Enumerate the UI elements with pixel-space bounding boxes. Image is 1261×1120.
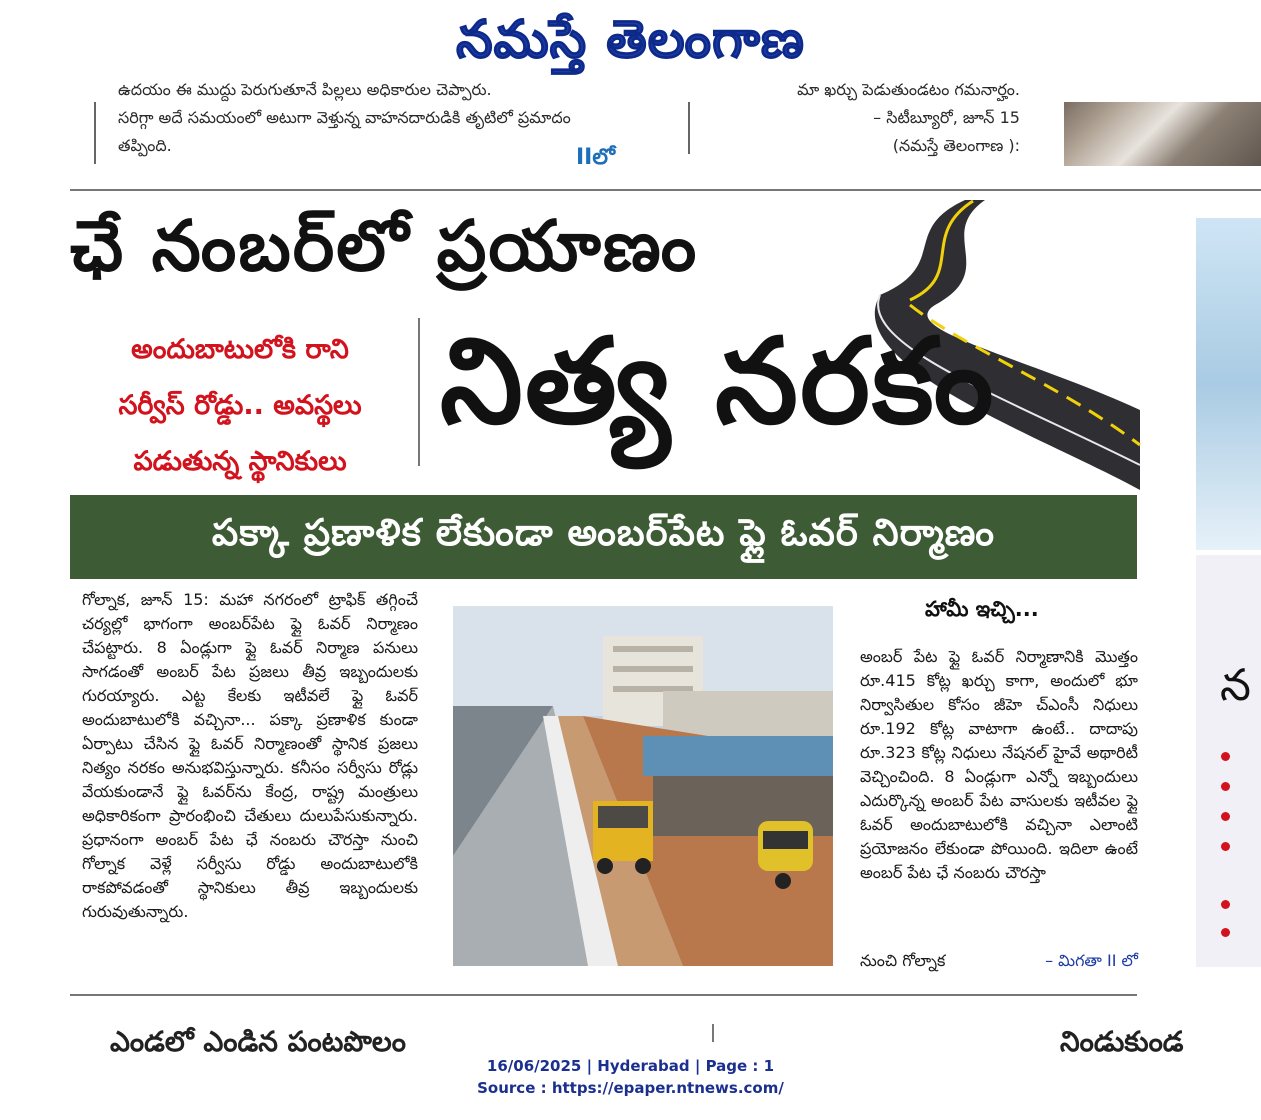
bullet-icon xyxy=(1221,900,1230,909)
dateline: – సిటీబ్యూరో, జూన్ 15 xyxy=(873,108,1020,127)
article-column-2-end xyxy=(860,949,1138,973)
section-subhead: హామీ ఇచ్చి... xyxy=(925,597,1039,621)
deck-line: సర్వీస్ రోడ్డు.. అవస్థలు xyxy=(118,390,362,421)
newspaper-title: నమస్తే తెలంగాణ xyxy=(456,9,805,70)
continued-link[interactable]: – మిగతా II లో xyxy=(1045,951,1138,970)
previous-story-line: ఉదయం ఈ ముద్దు పెరుగుతూనే పిల్లలు అధికారుల చెప్పారు. xyxy=(118,80,492,99)
bullet-icon xyxy=(1221,842,1230,851)
subheadline-banner xyxy=(70,495,1137,579)
previous-story-line: సరిగ్గా అదే సమయంలో అటుగా వెళ్తున్న వాహనదారుడికి తృటిలో ప్రమాదం xyxy=(118,108,571,127)
column-divider xyxy=(712,1024,714,1042)
bullet-icon xyxy=(1221,782,1230,791)
section-divider xyxy=(70,994,1137,996)
continued-marker: IIలో xyxy=(576,145,616,170)
previous-story-photo xyxy=(1064,102,1261,166)
section-divider xyxy=(70,189,1261,191)
next-story-headline-right: నిండుకుండ xyxy=(1060,1025,1184,1058)
ad-text: న xyxy=(1220,660,1251,711)
column-divider xyxy=(688,102,690,154)
bullet-icon xyxy=(1221,928,1230,937)
deck-line: పడుతున్న స్థానికులు xyxy=(133,446,347,477)
banner-text: పక్కా ప్రణాళిక లేకుండా అంబర్‌పేట ఫ్లై ఓవర్ నిర్మాణం xyxy=(211,511,996,554)
edition-info: 16/06/2025 | Hyderabad | Page : 1 xyxy=(486,1057,775,1075)
previous-story-line: మా ఖర్చు పెడుతుండటం గమనార్హం. xyxy=(797,80,1020,99)
article-column-1: గోల్నాక, జూన్ 15: మహా నగరంలో ట్రాఫిక్ తగ్గించే చర్యల్లో భాగంగా అంబర్‌పేట ఫ్లై ఓవర్ నిర్మాణం చేపట్టారు. 8 ఏండ్లుగా ఫ్లై ఓవర్ నిర్మాణ పనులు సాగడంతో అంబర్ పేట ప్రజలు తీవ్ర ఇబ్బందులకు గురయ్యారు. ఎట్ట కేలకు ఇటీవలే ఫ్లై ఓవర్ అందుబాటులోకి వచ్చినా... పక్కా ప్రణాళిక కుండా ఏర్పాటు చేసిన ఫ్లై ఓవర్ నిర్మాణంతో స్థానిక ప్రజలు నిత్యం నరకం అనుభవిస్తున్నారు. కనీసం సర్వీసు రోడ్లు వేయకుండానే ఫ్లై ఓవర్‌ను కేంద్ర, రాష్ట్ర మంత్రులు అధికారికంగా ప్రారంభించి చేతులు దులుపేసుకున్నారు. ప్రధానంగా అంబర్ పేట ఛే నంబరు చౌరస్తా నుంచి గోల్నాక వెళ్లే సర్వీసు రోడ్డు అందుబాటులోకి రాకపోవడంతో స్థానికులు తీవ్ర ఇబ్బందులకు గురువుతున్నారు. xyxy=(82,590,418,921)
source-link[interactable]: Source : https://epaper.ntnews.com/ xyxy=(477,1079,784,1097)
credit-line: (నమస్తే తెలంగాణ ): xyxy=(892,136,1020,155)
news-photo xyxy=(453,606,833,966)
next-story-headline-left: ఎండలో ఎండిన పంటపొలం xyxy=(110,1025,406,1058)
article-column-2: అంబర్ పేట ఫ్లై ఓవర్ నిర్మాణానికి మొత్తం రూ.415 కోట్ల ఖర్చు కాగా, అందులో భూ నిర్వాసితుల కోసం జీహె చ్ఎంసీ నిధులు రూ.192 కోట్ల వాటాగా ఉంటే.. దాదాపు రూ.323 కోట్ల నిధులు నేషనల్ హైవే అథారిటీ వెచ్చించింది. 8 ఏండ్లుగా ఎన్నో ఇబ్బందులు ఎదుర్కొన్న అంబర్ పేట వాసులకు ఇటీవల ఫ్లై ఓవర్ అందుబాటులోకి వచ్చినా ఎలాంటి ప్రయోజనం లేకుండా పోయింది. ఇదిలా ఉంటే అంబర్ పేట ఛే నంబరు చౌరస్తా xyxy=(860,647,1138,882)
headline: ఛే నంబర్‌లో ప్రయాణం xyxy=(70,205,699,287)
previous-story-line: తప్పింది. xyxy=(118,136,172,155)
deck-line: అందుబాటులోకి రాని xyxy=(131,334,349,365)
previous-story-right xyxy=(770,80,1020,170)
ad-image xyxy=(1196,218,1261,550)
article-last-words: నుంచి గోల్నాక xyxy=(860,951,946,970)
main-headline-word: నిత్య నరకం xyxy=(440,312,996,450)
deck xyxy=(70,322,410,490)
column-divider xyxy=(94,102,96,164)
deck-divider xyxy=(418,318,420,466)
page-footer xyxy=(0,1055,1261,1099)
bullet-icon xyxy=(1221,812,1230,821)
bullet-icon xyxy=(1221,752,1230,761)
